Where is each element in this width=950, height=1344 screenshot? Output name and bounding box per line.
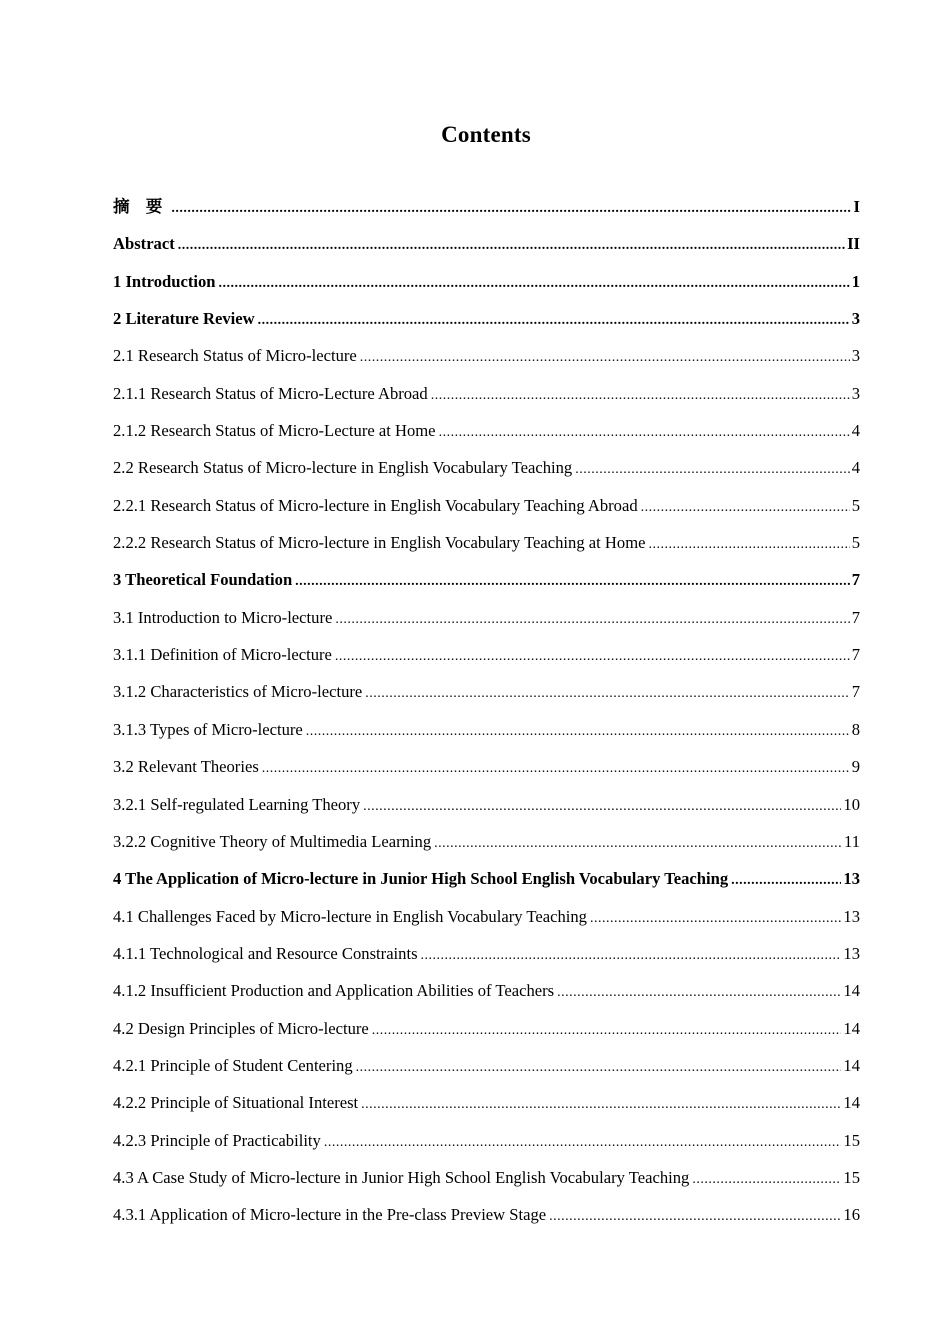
- table-of-contents: [113, 194, 860, 1240]
- dot-leader: [360, 345, 850, 371]
- dot-leader: [575, 457, 850, 483]
- toc-entry-page-number: 14: [843, 1055, 860, 1075]
- page-title: Contents: [441, 122, 531, 147]
- toc-entry-label: 2.2.2 Research Status of Micro-lecture in English Vocabulary Teaching at Home: [113, 533, 646, 553]
- dot-leader: [295, 569, 850, 595]
- dot-leader: [178, 233, 845, 259]
- toc-entry-page-number: 3: [851, 346, 860, 366]
- toc-entry[interactable]: [113, 1202, 860, 1239]
- toc-entry-label: 3.1 Introduction to Micro-lecture: [113, 607, 333, 627]
- toc-entry-page-number: 4: [851, 421, 860, 441]
- toc-entry-label: 4.2.2 Principle of Situational Interest: [113, 1093, 359, 1113]
- toc-entry[interactable]: [113, 455, 860, 492]
- dot-leader: [361, 1092, 841, 1118]
- toc-entry-page-number: 15: [843, 1167, 860, 1187]
- toc-entry-label: 2.1.2 Research Status of Micro-Lecture at Home: [113, 421, 436, 441]
- toc-entry-page-number: 5: [851, 495, 860, 515]
- toc-entry[interactable]: [113, 231, 860, 268]
- toc-entry-label: 3.1.3 Types of Micro-lecture: [113, 719, 303, 739]
- toc-entry[interactable]: [113, 493, 860, 530]
- toc-entry-page-number: 9: [851, 757, 860, 777]
- dot-leader: [549, 1204, 841, 1230]
- toc-entry[interactable]: [113, 679, 860, 716]
- toc-entry-label: 3.2.1 Self-regulated Learning Theory: [113, 794, 361, 814]
- toc-entry[interactable]: [113, 792, 860, 829]
- toc-entry-label: 4 The Application of Micro-lecture in Junior High School English Vocabulary Teaching: [113, 869, 729, 889]
- toc-entry-label: 2 Literature Review: [113, 309, 255, 329]
- dot-leader: [731, 868, 841, 894]
- toc-entry[interactable]: [113, 418, 860, 455]
- toc-entry-label: 4.2.1 Principle of Student Centering: [113, 1055, 353, 1075]
- toc-entry-page-number: II: [847, 234, 860, 254]
- dot-leader: [641, 495, 850, 521]
- dot-leader: [692, 1167, 841, 1193]
- toc-entry-page-number: 7: [851, 645, 860, 665]
- toc-entry[interactable]: [113, 1016, 860, 1053]
- toc-entry-label: 3.2 Relevant Theories: [113, 757, 259, 777]
- toc-entry-page-number: 7: [851, 682, 860, 702]
- dot-leader: [434, 831, 842, 857]
- toc-entry-page-number: 14: [843, 1093, 860, 1113]
- toc-entry[interactable]: [113, 343, 860, 380]
- dot-leader: [219, 271, 850, 297]
- dot-leader: [258, 308, 850, 334]
- toc-entry-page-number: 15: [843, 1130, 860, 1150]
- toc-entry-label: 2.2 Research Status of Micro-lecture in English Vocabulary Teaching: [113, 458, 573, 478]
- toc-entry-page-number: 13: [843, 943, 860, 963]
- dot-leader: [171, 196, 851, 222]
- toc-entry-label: Abstract: [113, 234, 175, 254]
- toc-entry-label: 4.1 Challenges Faced by Micro-lecture in English Vocabulary Teaching: [113, 906, 587, 926]
- toc-entry-label: 4.3 A Case Study of Micro-lecture in Junior High School English Vocabulary Teaching: [113, 1167, 690, 1187]
- toc-entry-label: 3.1.2 Characteristics of Micro-lecture: [113, 682, 363, 702]
- toc-entry[interactable]: [113, 567, 860, 604]
- toc-entry-page-number: 11: [844, 831, 860, 851]
- toc-entry-label: 4.2.3 Principle of Practicability: [113, 1130, 321, 1150]
- toc-entry[interactable]: [113, 866, 860, 903]
- toc-entry[interactable]: [113, 194, 860, 231]
- toc-entry-page-number: 7: [851, 607, 860, 627]
- toc-entry-label: 2.2.1 Research Status of Micro-lecture in English Vocabulary Teaching Abroad: [113, 495, 638, 515]
- toc-entry[interactable]: [113, 306, 860, 343]
- toc-entry[interactable]: [113, 717, 860, 754]
- toc-entry[interactable]: [113, 269, 860, 306]
- dot-leader: [356, 1055, 842, 1081]
- toc-entry-label: 3.1.1 Definition of Micro-lecture: [113, 645, 332, 665]
- dot-leader: [372, 1018, 842, 1044]
- toc-entry-page-number: 1: [851, 271, 860, 291]
- dot-leader: [262, 756, 850, 782]
- toc-entry-page-number: 13: [843, 906, 860, 926]
- toc-entry[interactable]: [113, 530, 860, 567]
- toc-entry-page-number: 10: [843, 794, 860, 814]
- dot-leader: [421, 943, 842, 969]
- toc-entry[interactable]: [113, 1128, 860, 1165]
- toc-entry-page-number: 5: [851, 533, 860, 553]
- dot-leader: [590, 906, 841, 932]
- toc-entry-label: 4.1.2 Insufficient Production and Application Abilities of Teachers: [113, 981, 555, 1001]
- dot-leader: [306, 719, 850, 745]
- toc-entry[interactable]: [113, 1165, 860, 1202]
- dot-leader: [557, 980, 841, 1006]
- toc-entry-label: 1 Introduction: [113, 271, 216, 291]
- toc-entry-page-number: 8: [851, 719, 860, 739]
- toc-entry-page-number: I: [853, 197, 860, 216]
- toc-entry[interactable]: [113, 829, 860, 866]
- toc-entry[interactable]: [113, 978, 860, 1015]
- toc-entry-label: 4.3.1 Application of Micro-lecture in the Pre-class Preview Stage: [113, 1205, 547, 1225]
- dot-leader: [431, 383, 850, 409]
- dot-leader: [365, 681, 849, 707]
- toc-entry[interactable]: [113, 605, 860, 642]
- dot-leader: [335, 607, 849, 633]
- toc-entry[interactable]: [113, 904, 860, 941]
- toc-entry-page-number: 4: [851, 458, 860, 478]
- toc-entry[interactable]: [113, 381, 860, 418]
- toc-entry-page-number: 3: [851, 383, 860, 403]
- toc-entry-page-number: 7: [851, 570, 860, 590]
- toc-entry-label: 3 Theoretical Foundation: [113, 570, 293, 590]
- toc-entry[interactable]: [113, 642, 860, 679]
- toc-entry-label: 4.2 Design Principles of Micro-lecture: [113, 1018, 369, 1038]
- dot-leader: [324, 1130, 842, 1156]
- toc-entry[interactable]: [113, 941, 860, 978]
- toc-entry-label: 2.1 Research Status of Micro-lecture: [113, 346, 357, 366]
- dot-leader: [648, 532, 849, 558]
- toc-entry-label: 3.2.2 Cognitive Theory of Multimedia Learning: [113, 831, 432, 851]
- toc-entry-page-number: 3: [851, 309, 860, 329]
- dot-leader: [363, 794, 841, 820]
- toc-entry-page-number: 13: [843, 869, 860, 889]
- dot-leader: [335, 644, 850, 670]
- toc-entry-page-number: 16: [843, 1205, 860, 1225]
- toc-entry[interactable]: [113, 1090, 860, 1127]
- toc-entry[interactable]: [113, 754, 860, 791]
- toc-entry-label: 2.1.1 Research Status of Micro-Lecture Abroad: [113, 383, 428, 403]
- toc-entry-page-number: 14: [843, 981, 860, 1001]
- dot-leader: [439, 420, 850, 446]
- toc-entry-label: 4.1.1 Technological and Resource Constraints: [113, 943, 418, 963]
- toc-entry[interactable]: [113, 1053, 860, 1090]
- toc-entry-label: 摘 要: [113, 197, 169, 216]
- toc-entry-page-number: 14: [843, 1018, 860, 1038]
